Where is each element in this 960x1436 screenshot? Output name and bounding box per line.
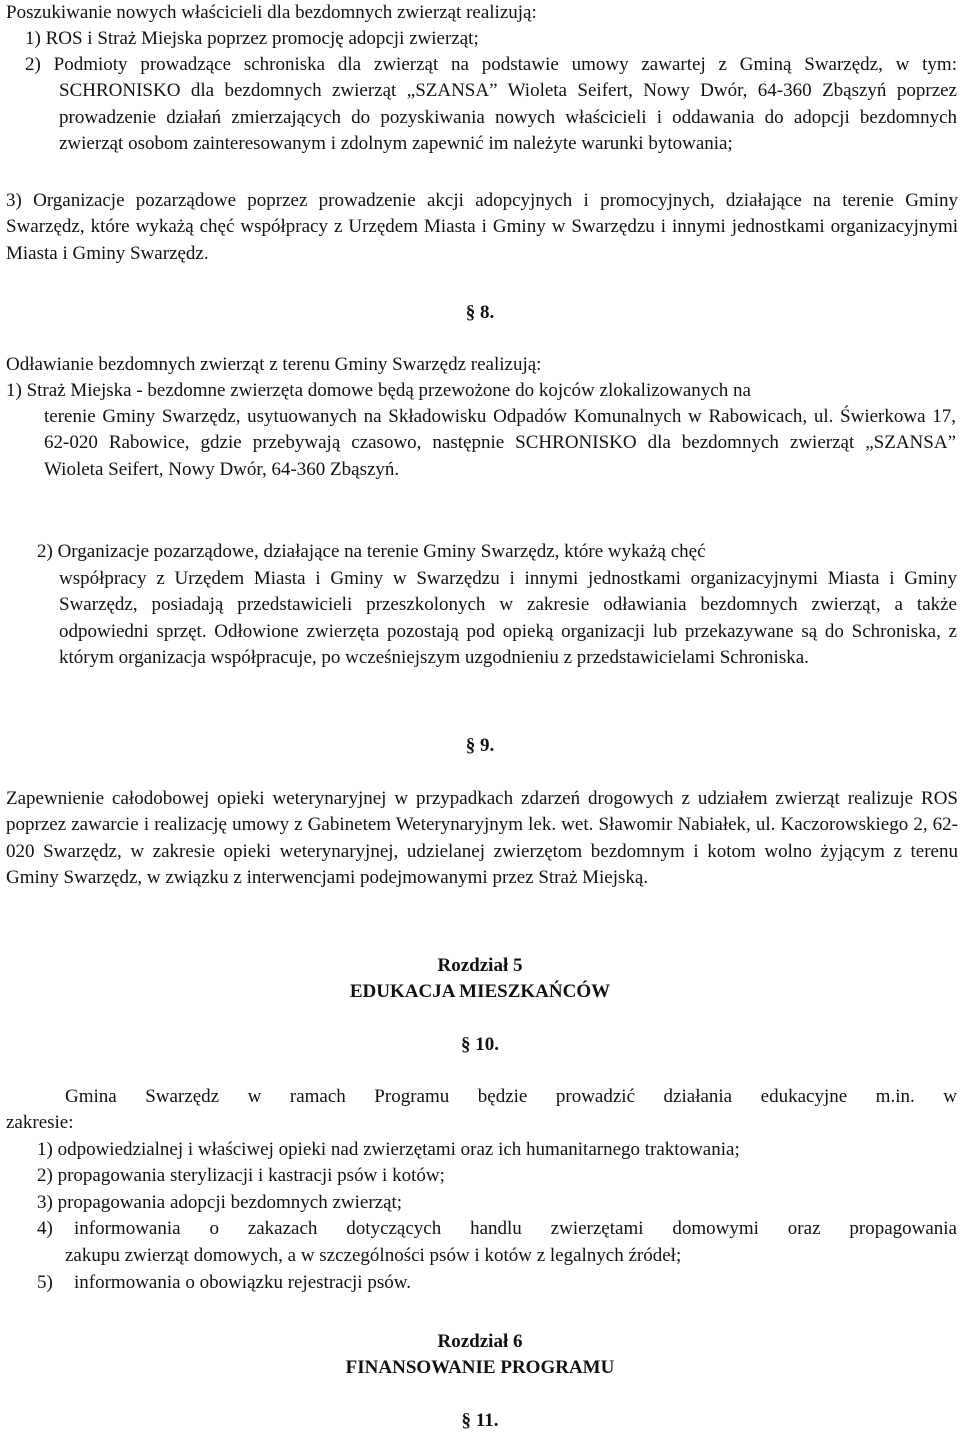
s8-intro: Odławianie bezdomnych zwierząt z terenu Gminy Swarzędz realizują: <box>6 354 542 375</box>
s9-body: Zapewnienie całodobowej opieki weterynaryjnej w przypadkach zdarzeń drogowych z udziałem zwierząt realizuje ROS poprzez zawarcie i realizację umowy z Gabinetem Weterynaryjnym lek. wet. Sławomir Nabiałek, ul. Kaczorowskiego 2, 62-020 Swarzędz, w zakresie opieki weterynaryjnej, udzielanej zwierzętom bezdomnym i kotom wolno żyjącym z terenu Gminy Swarzędz, w związku z interwencjami podejmowanymi przez Straż Miejską. <box>6 788 958 889</box>
chapter-6-subtitle: FINANSOWANIE PROGRAMU <box>345 1357 615 1378</box>
s10-item-3: 3) propagowania adopcji bezdomnych zwierząt; <box>37 1192 403 1213</box>
s7-item-2: 2) Podmioty prowadzące schroniska dla zwierząt na podstawie umowy zawartej z Gminą Swarzędz, w tym: SCHRONISKO dla bezdomnych zwierząt „SZANSA” Wioleta Seifert, Nowy Dwór, 64-360 Zbąszyń poprzez prowadzenie działań zmierzających do pozyskiwania nowych właścicieli i oddawania do adopcji bezdomnych zwierząt osobom zainteresowanym i zdolnym zapewnić im należyte warunki bytowania; <box>25 54 957 155</box>
s8-item-2-rest: współpracy z Urzędem Miasta i Gminy w Swarzędzu i innymi jednostkami organizacyjnymi Miasta i Gminy Swarzędz, posiadają przedstawicieli przeszkolonych w zakresie odławiania bezdomnych zwierząt, a także odpowiedni sprzęt. Odłowione zwierzęta pozostają pod opieką organizacji lub przekazywane są do Schroniska, z którym organizacja współpracuje, po wcześniejszym uzgodnieniu z przedstawicielami Schroniska. <box>59 568 957 669</box>
s10-item-4-line-2: zakupu zwierząt domowych, a w szczególności psów i kotów z legalnych źródeł; <box>65 1245 682 1266</box>
s10-intro-line-1: Gmina Swarzędz w ramach Programu będzie prowadzić działania edukacyjne m.in. w <box>65 1086 957 1107</box>
s10-item-2: 2) propagowania sterylizacji i kastracji psów i kotów; <box>37 1165 445 1186</box>
s7-intro: Poszukiwanie nowych właścicieli dla bezdomnych zwierząt realizują: <box>6 2 537 23</box>
chapter-5-subtitle: EDUKACJA MIESZKAŃCÓW <box>349 981 611 1002</box>
section-10-heading: § 10. <box>461 1034 499 1055</box>
section-9-heading: § 9. <box>465 735 495 756</box>
section-11-heading: § 11. <box>461 1410 499 1431</box>
s7-item-1: 1) ROS i Straż Miejska poprzez promocję adopcji zwierząt; <box>25 28 479 49</box>
s10-item-4-number: 4) <box>37 1218 53 1239</box>
s10-item-4-line-1: informowania o zakazach dotyczących handlu zwierzętami domowymi oraz propagowania <box>74 1218 957 1239</box>
s7-item-3: 3) Organizacje pozarządowe poprzez prowadzenie akcji adopcyjnych i promocyjnych, działające na terenie Gminy Swarzędz, które wykażą chęć współpracy z Urzędem Miasta i Gminy w Swarzędzu i innymi jednostkami organizacyjnymi Miasta i Gminy Swarzędz. <box>6 190 958 264</box>
chapter-6-title: Rozdział 6 <box>437 1331 523 1352</box>
chapter-5-title: Rozdział 5 <box>437 955 523 976</box>
s10-item-5-number: 5) <box>37 1272 53 1293</box>
s10-item-5-text: informowania o obowiązku rejestracji psów. <box>74 1272 411 1293</box>
s10-item-1: 1) odpowiedzialnej i właściwej opieki nad zwierzętami oraz ich humanitarnego traktowania; <box>37 1139 740 1160</box>
section-8-heading: § 8. <box>465 302 495 323</box>
s8-item-2-lead: 2) Organizacje pozarządowe, działające na terenie Gminy Swarzędz, które wykażą chęć <box>37 541 706 562</box>
s8-item-1-lead: 1) Straż Miejska - bezdomne zwierzęta domowe będą przewożone do kojców zlokalizowanych na <box>6 380 751 401</box>
s10-intro-line-2: zakresie: <box>6 1112 74 1133</box>
s8-item-1-rest: terenie Gminy Swarzędz, usytuowanych na Składowisku Odpadów Komunalnych w Rabowicach, ul. Świerkowa 17, 62-020 Rabowice, gdzie przebywają czasowo, następnie SCHRONISKO dla bezdomnych zwierząt „SZANSA” Wioleta Seifert, Nowy Dwór, 64-360 Zbąszyń. <box>44 406 956 480</box>
